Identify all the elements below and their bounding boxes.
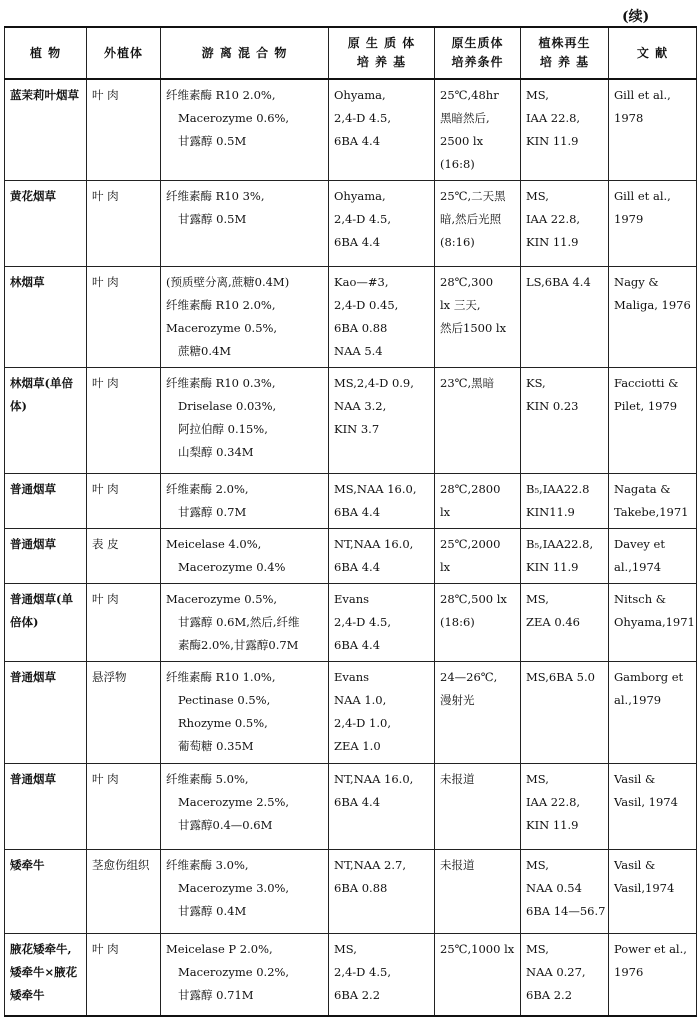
table-row xyxy=(5,267,697,368)
cell-ref: Davey et al.,1974 xyxy=(609,529,697,584)
table-header xyxy=(5,27,697,79)
cell-conditions: 未报道 xyxy=(435,764,521,850)
cell-regen: MS, IAA 22.8, KIN 11.9 xyxy=(521,181,609,267)
cell-ref: Vasil & Vasil,1974 xyxy=(609,850,697,934)
table-row xyxy=(5,79,697,181)
cell-enzyme: 纤维素酶 R10 2.0%, Macerozyme 0.6%, 甘露醇 0.5M xyxy=(161,79,329,181)
protoplast-table xyxy=(4,26,697,1017)
cell-conditions: 23℃,黑暗 xyxy=(435,368,521,474)
cell-explant: 叶 肉 xyxy=(87,764,161,850)
cell-plant: 普通烟草 xyxy=(5,662,87,764)
cell-medium: Ohyama, 2,4-D 4.5, 6BA 4.4 xyxy=(329,79,435,181)
cell-explant: 叶 肉 xyxy=(87,584,161,662)
cell-regen: MS,6BA 5.0 xyxy=(521,662,609,764)
cell-plant: 蓝茉莉叶烟草 xyxy=(5,79,87,181)
cell-explant: 表 皮 xyxy=(87,529,161,584)
table-row xyxy=(5,529,697,584)
cell-plant: 普通烟草 xyxy=(5,764,87,850)
table-row xyxy=(5,584,697,662)
cell-medium: Kao—#3, 2,4-D 0.45, 6BA 0.88 NAA 5.4 xyxy=(329,267,435,368)
cell-medium: MS,NAA 16.0, 6BA 4.4 xyxy=(329,474,435,529)
cell-medium: MS, 2,4-D 4.5, 6BA 2.2 xyxy=(329,934,435,1016)
cell-enzyme: 纤维素酶 R10 1.0%, Pectinase 0.5%, Rhozyme 0.5%, 葡萄糖 0.35M xyxy=(161,662,329,764)
cell-medium: NT,NAA 16.0, 6BA 4.4 xyxy=(329,529,435,584)
cell-ref: Nagy & Maliga, 1976 xyxy=(609,267,697,368)
cell-conditions: 28℃,2800 lx xyxy=(435,474,521,529)
cell-medium: MS,2,4-D 0.9, NAA 3.2, KIN 3.7 xyxy=(329,368,435,474)
table-row xyxy=(5,850,697,934)
cell-plant: 腋花矮牵牛,矮牵牛×腋花矮牵牛 xyxy=(5,934,87,1016)
cell-conditions: 28℃,500 lx (18:6) xyxy=(435,584,521,662)
cell-ref: Facciotti & Pilet, 1979 xyxy=(609,368,697,474)
table-row xyxy=(5,662,697,764)
cell-medium: NT,NAA 2.7, 6BA 0.88 xyxy=(329,850,435,934)
cell-plant: 林烟草 xyxy=(5,267,87,368)
cell-regen: MS, ZEA 0.46 xyxy=(521,584,609,662)
cell-enzyme: 纤维素酶 2.0%, 甘露醇 0.7M xyxy=(161,474,329,529)
cell-plant: 黄花烟草 xyxy=(5,181,87,267)
cell-regen: KS, KIN 0.23 xyxy=(521,368,609,474)
cell-plant: 林烟草(单倍体) xyxy=(5,368,87,474)
header-col-medium: 原 生 质 体 培 养 基 xyxy=(329,27,435,79)
header-col-plant: 植 物 xyxy=(5,27,87,79)
cell-ref: Nitsch & Ohyama,1971 xyxy=(609,584,697,662)
cell-enzyme: 纤维素酶 R10 0.3%, Driselase 0.03%, 阿拉伯醇 0.15%, 山梨醇 0.34M xyxy=(161,368,329,474)
cell-plant: 普通烟草 xyxy=(5,529,87,584)
cell-regen: LS,6BA 4.4 xyxy=(521,267,609,368)
cell-enzyme: 纤维素酶 5.0%, Macerozyme 2.5%, 甘露醇0.4—0.6M xyxy=(161,764,329,850)
cell-explant: 叶 肉 xyxy=(87,934,161,1016)
cell-regen: MS, IAA 22.8, KIN 11.9 xyxy=(521,79,609,181)
cell-plant: 普通烟草(单倍体) xyxy=(5,584,87,662)
cell-regen: MS, IAA 22.8, KIN 11.9 xyxy=(521,764,609,850)
cell-enzyme: Macerozyme 0.5%, 甘露醇 0.6M,然后,纤维 素酶2.0%,甘露醇0.7M xyxy=(161,584,329,662)
cell-conditions: 25℃,2000 lx xyxy=(435,529,521,584)
cell-ref: Vasil & Vasil, 1974 xyxy=(609,764,697,850)
cell-medium: Evans 2,4-D 4.5, 6BA 4.4 xyxy=(329,584,435,662)
cell-explant: 茎愈伤组织 xyxy=(87,850,161,934)
cell-explant: 叶 肉 xyxy=(87,267,161,368)
cell-regen: B₅,IAA22.8 KIN11.9 xyxy=(521,474,609,529)
cell-medium: Ohyama, 2,4-D 4.5, 6BA 4.4 xyxy=(329,181,435,267)
table-row xyxy=(5,934,697,1016)
cell-plant: 矮牵牛 xyxy=(5,850,87,934)
cell-explant: 叶 肉 xyxy=(87,474,161,529)
cell-conditions: 25℃,48hr 黑暗然后, 2500 lx (16:8) xyxy=(435,79,521,181)
table-row xyxy=(5,181,697,267)
cell-ref: Gill et al., 1978 xyxy=(609,79,697,181)
header-col-regen: 植株再生 培 养 基 xyxy=(521,27,609,79)
cell-enzyme: 纤维素酶 3.0%, Macerozyme 3.0%, 甘露醇 0.4M xyxy=(161,850,329,934)
cell-conditions: 24—26℃, 漫射光 xyxy=(435,662,521,764)
cell-medium: NT,NAA 16.0, 6BA 4.4 xyxy=(329,764,435,850)
header-col-enzyme: 游 离 混 合 物 xyxy=(161,27,329,79)
cell-ref: Power et al., 1976 xyxy=(609,934,697,1016)
cell-explant: 叶 肉 xyxy=(87,181,161,267)
table-row xyxy=(5,474,697,529)
cell-conditions: 25℃,1000 lx xyxy=(435,934,521,1016)
table-row xyxy=(5,368,697,474)
header-col-conditions: 原生质体 培养条件 xyxy=(435,27,521,79)
cell-explant: 悬浮物 xyxy=(87,662,161,764)
cell-enzyme: Meicelase 4.0%, Macerozyme 0.4% xyxy=(161,529,329,584)
cell-regen: MS, NAA 0.27, 6BA 2.2 xyxy=(521,934,609,1016)
cell-enzyme: Meicelase P 2.0%, Macerozyme 0.2%, 甘露醇 0.71M xyxy=(161,934,329,1016)
cell-ref: Gill et al., 1979 xyxy=(609,181,697,267)
header-col-ref: 文 献 xyxy=(609,27,697,79)
cell-regen: B₅,IAA22.8, KIN 11.9 xyxy=(521,529,609,584)
cell-enzyme: 纤维素酶 R10 3%, 甘露醇 0.5M xyxy=(161,181,329,267)
cell-ref: Nagata & Takebe,1971 xyxy=(609,474,697,529)
cell-conditions: 25℃,二天黑 暗,然后光照 (8:16) xyxy=(435,181,521,267)
cell-plant: 普通烟草 xyxy=(5,474,87,529)
continued-label: (续) xyxy=(622,9,650,25)
cell-enzyme: (预质壁分离,蔗糖0.4M) 纤维素酶 R10 2.0%, Macerozyme 0.5%, 蔗糖0.4M xyxy=(161,267,329,368)
cell-regen: MS, NAA 0.54 6BA 14—56.7 xyxy=(521,850,609,934)
cell-explant: 叶 肉 xyxy=(87,368,161,474)
header-col-explant: 外植体 xyxy=(87,27,161,79)
table-row xyxy=(5,764,697,850)
cell-explant: 叶 肉 xyxy=(87,79,161,181)
cell-ref: Gamborg et al.,1979 xyxy=(609,662,697,764)
table-body xyxy=(5,79,697,1016)
cell-medium: Evans NAA 1.0, 2,4-D 1.0, ZEA 1.0 xyxy=(329,662,435,764)
cell-conditions: 28℃,300 lx 三天, 然后1500 lx xyxy=(435,267,521,368)
cell-conditions: 未报道 xyxy=(435,850,521,934)
